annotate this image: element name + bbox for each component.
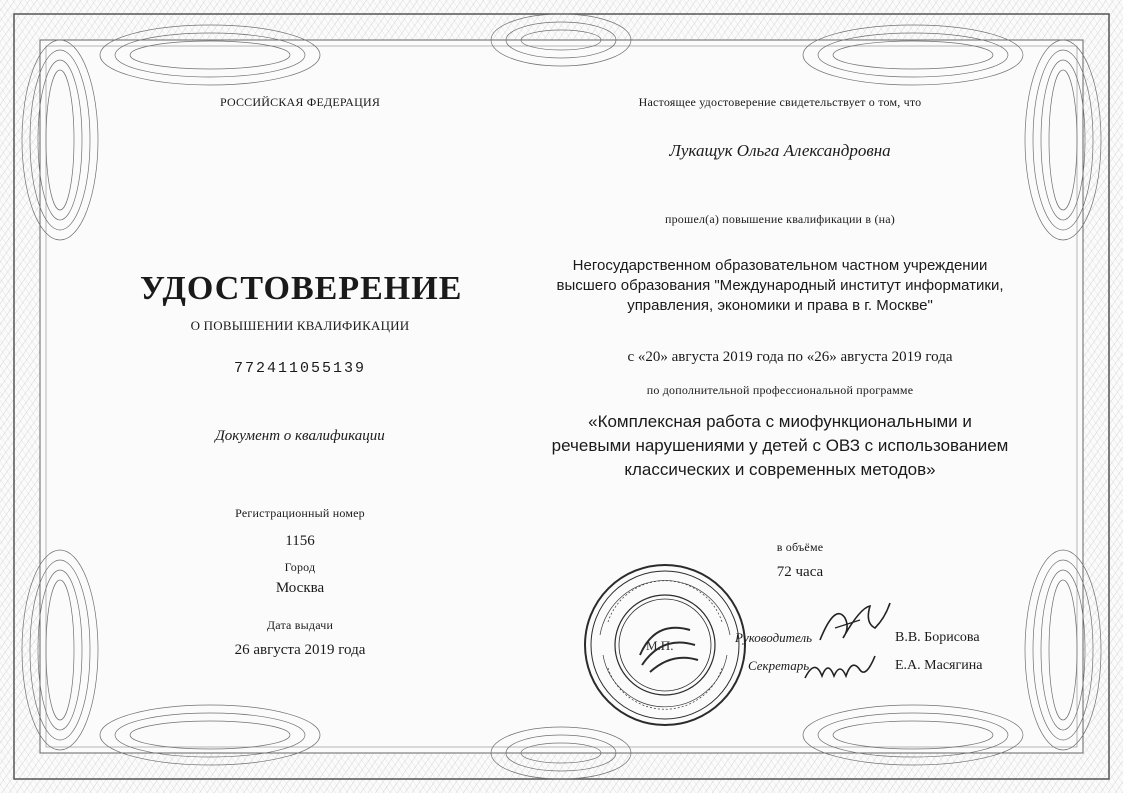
- program-line-2: речевыми нарушениями у детей с ОВЗ с использованием: [551, 436, 1009, 455]
- serial-number: 772411055139: [233, 360, 367, 377]
- issue-date-value: 26 августа 2019 года: [234, 642, 366, 658]
- director-name: В.В. Борисова: [895, 630, 980, 645]
- secretary-label: Секретарь: [748, 658, 810, 673]
- program-line-1: «Комплексная работа с миофункциональными и: [588, 412, 972, 431]
- city-value: Москва: [275, 580, 325, 596]
- intro-text: Настоящее удостоверение свидетельствует о том, что: [638, 95, 922, 109]
- volume-value: 72 часа: [776, 564, 824, 580]
- stamp-mp-label: М.П.: [646, 638, 674, 653]
- recipient-name: Лукащук Ольга Александровна: [669, 141, 891, 160]
- city-label: Город: [284, 560, 316, 574]
- program-label: по дополнительной профессиональной программе: [646, 383, 914, 397]
- institution-line-2: высшего образования "Международный институт информатики,: [556, 277, 1004, 294]
- certificate-subtitle: О ПОВЫШЕНИИ КВАЛИФИКАЦИИ: [190, 318, 410, 333]
- institution-line-1: Негосударственном образовательном частном учреждении: [572, 257, 988, 274]
- registration-label: Регистрационный номер: [235, 506, 365, 520]
- issue-date-label: Дата выдачи: [266, 618, 334, 632]
- training-period: с «20» августа 2019 года по «26» августа 2019 года: [627, 349, 953, 365]
- director-signature-icon: [815, 598, 895, 648]
- passed-text: прошел(а) повышение квалификации в (на): [664, 212, 895, 226]
- director-label: Руководитель: [735, 630, 813, 645]
- secretary-signature-icon: [800, 648, 880, 688]
- volume-label: в объёме: [776, 540, 824, 554]
- country-label: РОССИЙСКАЯ ФЕДЕРАЦИЯ: [219, 95, 381, 109]
- document-type: Документ о квалификации: [215, 428, 385, 444]
- certificate-title: УДОСТОВЕРЕНИЕ: [140, 270, 463, 307]
- institution-line-3: управления, экономики и права в г. Москве": [627, 297, 933, 314]
- seal-stamp: [580, 560, 750, 730]
- secretary-name: Е.А. Масягина: [895, 658, 983, 673]
- program-line-3: классических и современных методов»: [624, 460, 936, 479]
- registration-number: 1156: [285, 533, 315, 549]
